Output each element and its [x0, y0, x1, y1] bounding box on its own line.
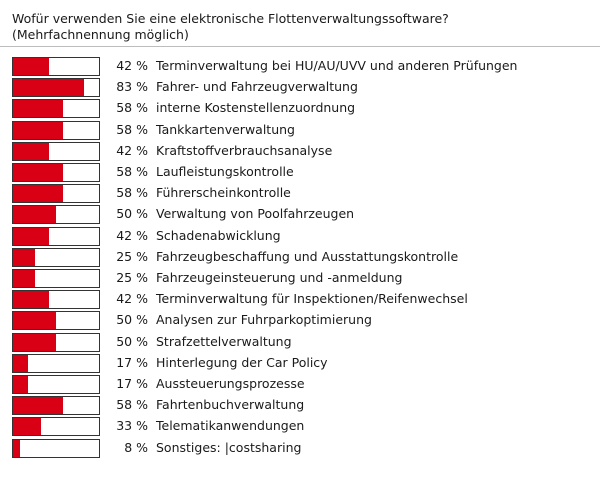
value-label: 50 % — [116, 206, 148, 222]
bar-frame — [12, 184, 100, 203]
category-label: Strafzettelverwaltung — [156, 333, 292, 349]
bar — [13, 270, 35, 287]
category-label: Fahrtenbuchverwaltung — [156, 397, 305, 413]
bar — [13, 79, 84, 96]
bar-row — [0, 374, 600, 395]
category-label: Hinterlegung der Car Policy — [156, 354, 328, 370]
bar — [13, 122, 63, 139]
category-label: interne Kostenstellenzuordnung — [156, 100, 356, 116]
category-label: Analysen zur Fuhrparkoptimierung — [156, 312, 372, 328]
category-label: Fahrer- und Fahrzeugverwaltung — [156, 79, 358, 95]
bar — [13, 164, 63, 181]
bar-row — [0, 416, 600, 437]
category-label: Kraftstoffverbrauchsanalyse — [156, 142, 333, 158]
bar — [13, 397, 63, 414]
bar-frame — [12, 99, 100, 118]
chart-title: Wofür verwenden Sie eine elektronische Flottenverwaltungssoftware? — [12, 11, 449, 26]
category-label: Verwaltung von Poolfahrzeugen — [156, 206, 355, 222]
value-label: 58 % — [116, 164, 148, 179]
category-label: Schadenabwicklung — [156, 227, 281, 243]
value-label: 58 % — [116, 397, 148, 413]
bar-frame — [12, 333, 100, 352]
chart-subtitle: (Mehrfachnennung möglich) — [12, 27, 189, 42]
bar-frame — [12, 354, 100, 373]
value-label: 42 % — [116, 142, 148, 158]
bar — [13, 355, 28, 372]
bar — [13, 249, 35, 266]
bar-frame — [12, 163, 100, 182]
bar-row — [0, 395, 600, 416]
bar-row — [0, 289, 600, 310]
value-label: 50 % — [116, 333, 148, 349]
category-label: Fahrzeugeinsteuerung und -anmeldung — [156, 270, 403, 285]
bar — [13, 58, 49, 75]
bar — [13, 440, 20, 457]
value-label: 42 % — [116, 291, 148, 307]
bar-row — [0, 226, 600, 247]
bar — [13, 418, 41, 435]
value-label: 17 % — [116, 354, 148, 370]
bar-row — [0, 204, 600, 225]
value-label: 33 % — [116, 418, 148, 434]
bar — [13, 206, 56, 223]
bar-frame — [12, 248, 100, 267]
category-label: Tankkartenverwaltung — [156, 121, 295, 137]
bar-frame — [12, 375, 100, 394]
bar-row — [0, 183, 600, 204]
value-label: 25 % — [116, 248, 148, 264]
bar — [13, 143, 49, 160]
bar — [13, 100, 63, 117]
bar-row — [0, 247, 600, 268]
value-label: 25 % — [116, 270, 148, 285]
bar-row — [0, 141, 600, 162]
bar-frame — [12, 78, 100, 97]
bar-row — [0, 438, 600, 459]
value-label: 42 % — [116, 58, 148, 73]
category-label: Führerscheinkontrolle — [156, 185, 291, 201]
value-label: 42 % — [116, 227, 148, 243]
bar — [13, 334, 56, 351]
value-label: 8 % — [124, 439, 148, 455]
bar — [13, 228, 49, 245]
category-label: Fahrzeugbeschaffung und Ausstattungskontrolle — [156, 248, 459, 264]
bar-row — [0, 332, 600, 353]
title-divider — [0, 46, 600, 47]
bar-frame — [12, 439, 100, 458]
value-label: 58 % — [116, 100, 148, 116]
chart-title-block — [12, 11, 449, 43]
bar-frame — [12, 290, 100, 309]
bar-row — [0, 77, 600, 98]
category-label: Laufleistungskontrolle — [156, 164, 294, 179]
bar-row — [0, 268, 600, 289]
bar-row — [0, 120, 600, 141]
value-label: 58 % — [116, 121, 148, 137]
bar-frame — [12, 121, 100, 140]
value-label: 58 % — [116, 185, 148, 201]
category-label: Terminverwaltung bei HU/AU/UVV und anderen Prüfungen — [156, 58, 518, 73]
bar — [13, 185, 63, 202]
category-label: Telematikanwendungen — [156, 418, 305, 434]
bar-frame — [12, 227, 100, 246]
bar-row — [0, 56, 600, 77]
bar-frame — [12, 269, 100, 288]
category-label: Terminverwaltung für Inspektionen/Reifenwechsel — [156, 291, 468, 307]
value-label: 50 % — [116, 312, 148, 328]
bar — [13, 312, 56, 329]
bar — [13, 376, 28, 393]
bar-frame — [12, 396, 100, 415]
value-label: 17 % — [116, 376, 148, 391]
category-label: Aussteuerungsprozesse — [156, 376, 305, 391]
bar-row — [0, 353, 600, 374]
bar-row — [0, 162, 600, 183]
value-label: 83 % — [116, 79, 148, 95]
bar-frame — [12, 57, 100, 76]
bar-row — [0, 310, 600, 331]
bar-frame — [12, 417, 100, 436]
bar-frame — [12, 205, 100, 224]
category-label: Sonstiges: |costsharing — [156, 439, 302, 455]
bar — [13, 291, 49, 308]
bar-frame — [12, 311, 100, 330]
bar-row — [0, 98, 600, 119]
bar-frame — [12, 142, 100, 161]
